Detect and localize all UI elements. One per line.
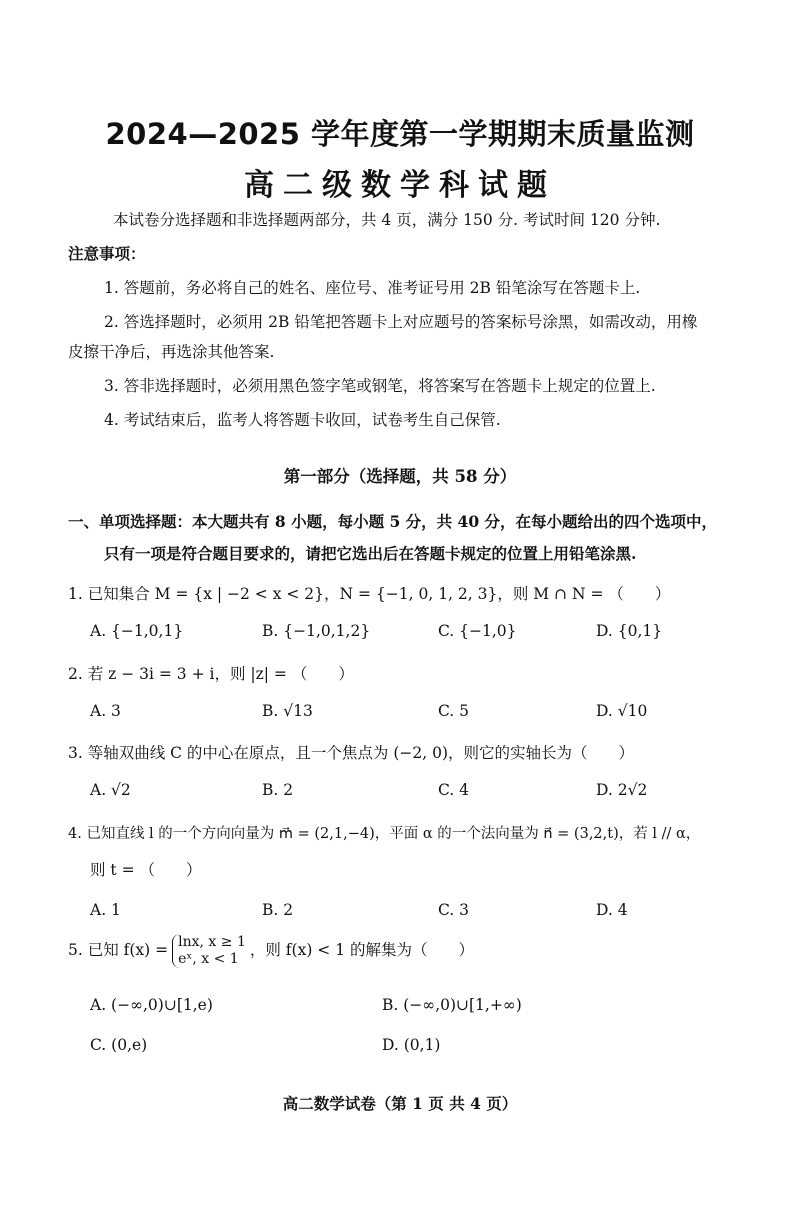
question-1-stem: 1. 已知集合 M = {x | −2 < x < 2}，N = {−1, 0, 1, 2, 3}，则 M ∩ N = （ ） [68,585,671,603]
question-5-stem-prefix: 5. 已知 f(x) = [68,941,169,959]
question-1-option-c: C. {−1,0} [438,622,517,640]
exam-title-line1: 2024—2025 学年度第一学期期末质量监测 [105,117,695,151]
question-3-option-b: B. 2 [262,781,294,799]
question-2-option-d: D. √10 [596,702,648,720]
note-item-4: 4. 考试结束后，监考人将答题卡收回，试卷考生自己保管. [104,411,501,429]
note-item-3: 3. 答非选择题时，必须用黑色签字笔或钢笔，将答案写在答题卡上规定的位置上. [104,377,656,395]
question-4-option-c: C. 3 [438,901,470,919]
question-5-option-d: D. (0,1) [382,1036,441,1054]
question-4-option-d: D. 4 [596,901,628,919]
page-footer: 高二数学试卷（第 1 页 共 4 页） [282,1094,518,1113]
section1-instruction-line1: 一、单项选择题：本大题共有 8 小题，每小题 5 分，共 40 分，在每小题给出的四个选项中， [68,512,718,531]
question-1-option-b: B. {−1,0,1,2} [262,622,371,640]
question-1-option-a: A. {−1,0,1} [90,622,184,640]
exam-title-line2: 高二级数学科试题 [244,168,556,203]
question-4-stem-continued: 则 t = （ ） [90,861,202,879]
question-2-stem: 2. 若 z − 3i = 3 + i，则 |z| = （ ） [68,665,354,683]
piecewise-case-1: lnx, x ≥ 1 [178,934,246,950]
question-5-option-c: C. (0,e) [90,1036,148,1054]
question-4-option-b: B. 2 [262,901,294,919]
question-3-option-c: C. 4 [438,781,470,799]
question-3-option-d: D. 2√2 [596,781,648,799]
note-item-2-line2: 皮擦干净后，再选涂其他答案. [68,343,275,361]
note-item-1: 1. 答题前，务必将自己的姓名、座位号、准考证号用 2B 铅笔涂写在答题卡上. [104,279,641,297]
question-3-stem: 3. 等轴双曲线 C 的中心在原点，且一个焦点为 (−2, 0)，则它的实轴长为（ ） [68,744,635,762]
question-2-option-b: B. √13 [262,702,313,720]
notes-heading: 注意事项： [68,244,146,263]
piecewise-brace [172,934,246,968]
section1-instruction-line2: 只有一项是符合题目要求的，请把它选出后在答题卡规定的位置上用铅笔涂黑. [104,544,637,563]
exam-intro: 本试卷分选择题和非选择题两部分，共 4 页，满分 150 分. 考试时间 120 分钟. [113,211,661,229]
question-4-stem: 4. 已知直线 l 的一个方向向量为 m⃗ = (2,1,−4)，平面 α 的一个法向量为 n⃗ = (3,2,t)，若 l // α， [68,826,701,842]
question-5-option-a: A. (−∞,0)∪[1,e) [90,996,213,1014]
question-2-option-c: C. 5 [438,702,470,720]
question-2-option-a: A. 3 [90,702,121,720]
question-5-stem-suffix: ，则 f(x) < 1 的解集为（ ） [249,941,475,959]
question-4-option-a: A. 1 [90,901,121,919]
part1-title: 第一部分（选择题，共 58 分） [283,467,517,486]
note-item-2-line1: 2. 答选择题时，必须用 2B 铅笔把答题卡上对应题号的答案标号涂黑，如需改动，用橡 [104,313,698,331]
question-3-option-a: A. √2 [90,781,131,799]
question-1-option-d: D. {0,1} [596,622,663,640]
piecewise-case-2: eˣ, x < 1 [178,951,239,967]
question-5-stem [68,934,474,968]
question-5-option-b: B. (−∞,0)∪[1,+∞) [382,996,522,1014]
